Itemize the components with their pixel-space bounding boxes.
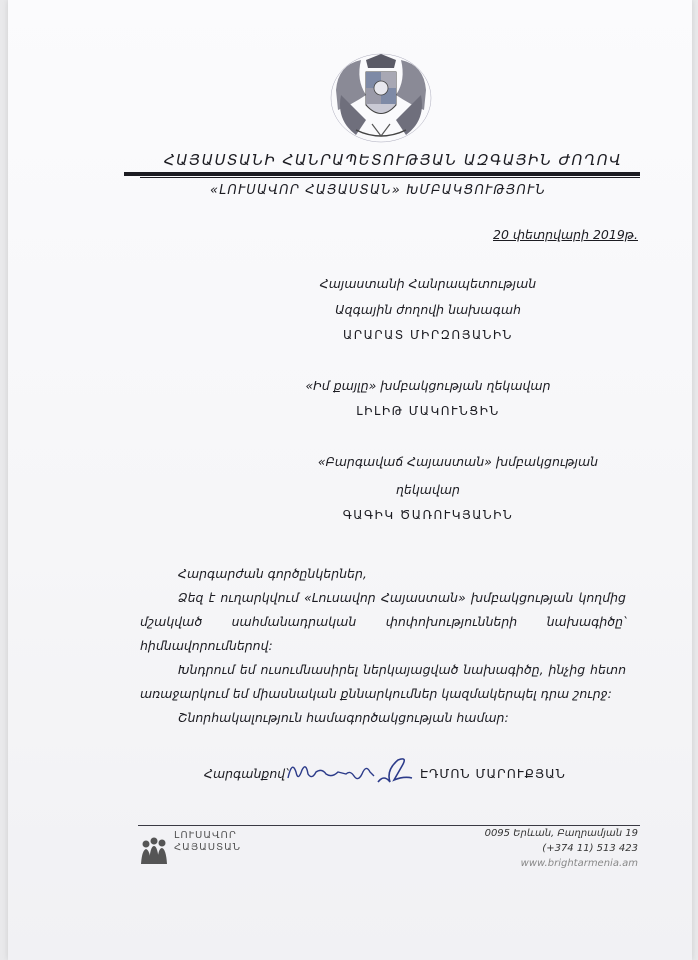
footer-phone: (+374 11) 513 423 xyxy=(542,843,638,854)
addressee-3-line-2: ղեկավար xyxy=(396,482,460,497)
footer-contact xyxy=(428,826,638,871)
body-p3: Շնորհակալություն համագործակցության համար: xyxy=(178,710,509,725)
signature-label: Հարգանքով՝ xyxy=(204,766,289,781)
logo-wordmark xyxy=(174,830,241,854)
addressee-1-name: ԱՐԱՐԱՏ ՄԻՐԶՈՅԱՆԻՆ xyxy=(343,328,513,342)
letter-date: 20 փետրվարի 2019թ. xyxy=(493,227,638,242)
coat-of-arms-emblem xyxy=(326,50,436,146)
addressee-3-name: ԳԱԳԻԿ ԾԱՌՈՒԿՅԱՆԻՆ xyxy=(342,508,514,522)
body-p2-line-2: առաջարկում եմ միասնական քննարկումներ կազմակերպել դրա շուրջ: xyxy=(140,686,612,701)
addressee-3-line-1: «Բարգավաճ Հայաստան» խմբակցության xyxy=(317,454,599,469)
greeting: Հարգարժան գործընկերներ, xyxy=(178,566,367,581)
body-p2-line-1: Խնդրում եմ ուսումնասիրել ներկայացված նախագիծը, ինչից հետո xyxy=(178,662,626,677)
letter-page xyxy=(8,0,692,960)
logo-line-1: ԼՈՒՍԱՎՈՐ xyxy=(174,830,237,841)
body-p1-line-3: հիմնավորումներով: xyxy=(140,638,273,653)
letter-body xyxy=(140,562,626,730)
logo-line-2: ՀԱՅԱՍՏԱՆ xyxy=(174,842,242,853)
handwritten-signature xyxy=(286,752,418,792)
footer-website-link[interactable]: www.brightarmenia.am xyxy=(520,858,638,869)
footer-address: 0095 Երևան, Բաղրամյան 19 xyxy=(484,828,638,839)
assembly-header: ՀԱՅԱՍՏԱՆԻ ՀԱՆՐԱՊԵՏՈՒԹՅԱՆ ԱԶԳԱՅԻՆ ԺՈՂՈՎ xyxy=(163,151,623,169)
signatory-name: ԷԴՄՈՆ ՄԱՐՈՒՔՅԱՆ xyxy=(420,766,566,781)
addressee-1-line-1: Հայաստանի Հանրապետության xyxy=(319,276,537,291)
body-p1-line-2: մշակված սահմանադրական փոփոխությունների նախագիծը՝ xyxy=(140,614,626,629)
addressee-1-line-2: Ազգային ժողովի նախագահ xyxy=(335,302,521,317)
addressee-2-line-1: «Իմ քայլը» խմբակցության ղեկավար xyxy=(305,378,551,393)
header-thin-rule xyxy=(140,177,640,178)
faction-header: «ԼՈՒՍԱՎՈՐ ՀԱՅԱՍՏԱՆ» ԽՄԲԱԿՑՈՒԹՅՈՒՆ xyxy=(210,183,546,198)
addressee-2-name: ԼԻԼԻԹ ՄԱԿՈՒՆՑԻՆ xyxy=(356,404,500,418)
body-p1-line-1: Ձեզ է ուղարկվում «Լուսավոր Հայաստան» խմբակցության կողմից xyxy=(178,590,626,605)
header-thick-rule xyxy=(124,172,640,176)
